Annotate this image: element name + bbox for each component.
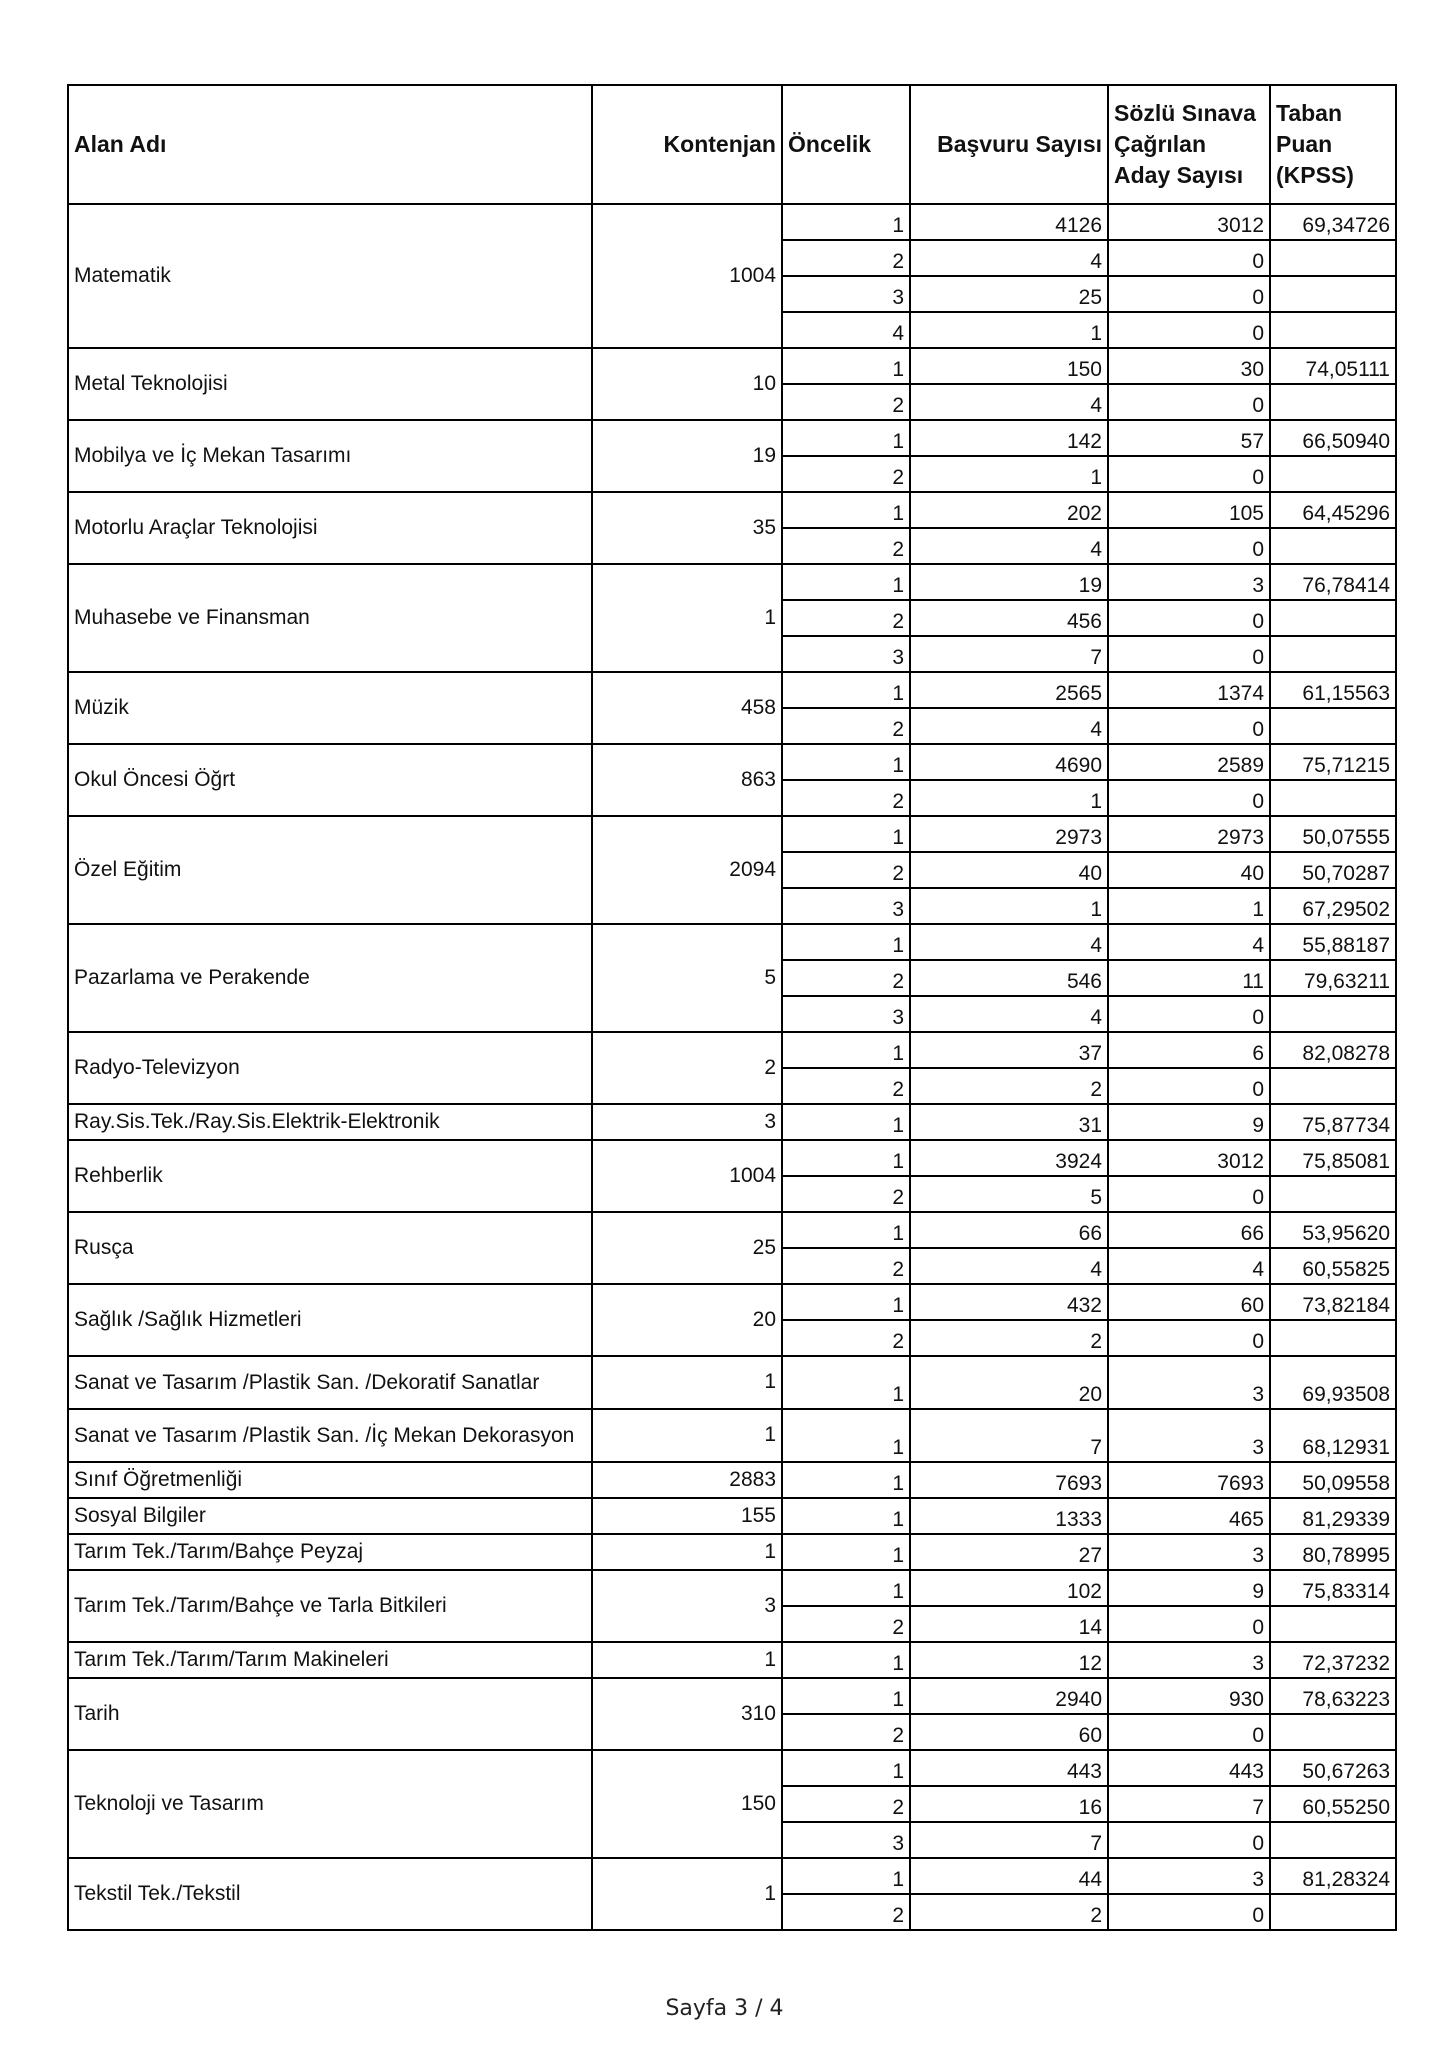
sozlu-cell: 3 <box>1108 564 1270 600</box>
oncelik-cell: 2 <box>782 1786 910 1822</box>
sozlu-cell: 3 <box>1108 1534 1270 1570</box>
oncelik-cell: 2 <box>782 852 910 888</box>
sozlu-cell: 2589 <box>1108 744 1270 780</box>
taban-puan-cell: 69,93508 <box>1270 1356 1396 1409</box>
taban-puan-cell <box>1270 996 1396 1032</box>
taban-puan-cell <box>1270 384 1396 420</box>
table-row <box>68 1462 1396 1498</box>
oncelik-cell: 2 <box>782 1606 910 1642</box>
basvuru-cell: 2565 <box>910 672 1108 708</box>
basvuru-cell: 142 <box>910 420 1108 456</box>
taban-puan-cell <box>1270 1176 1396 1212</box>
basvuru-cell: 2973 <box>910 816 1108 852</box>
sozlu-cell: 0 <box>1108 1320 1270 1356</box>
sozlu-cell: 0 <box>1108 708 1270 744</box>
header-sozlu-sinav-aday: Sözlü Sınava Çağrılan Aday Sayısı <box>1108 85 1270 204</box>
sozlu-cell: 1374 <box>1108 672 1270 708</box>
alan-adi-cell: Tarım Tek./Tarım/Bahçe Peyzaj <box>68 1534 592 1570</box>
oncelik-cell: 1 <box>782 1534 910 1570</box>
taban-puan-cell <box>1270 456 1396 492</box>
kontenjan-cell: 1 <box>592 1356 782 1409</box>
oncelik-cell: 1 <box>782 1356 910 1409</box>
alan-adi-cell: Rehberlik <box>68 1140 592 1212</box>
basvuru-cell: 20 <box>910 1356 1108 1409</box>
kontenjan-cell: 458 <box>592 672 782 744</box>
basvuru-cell: 7 <box>910 636 1108 672</box>
taban-puan-cell <box>1270 600 1396 636</box>
header-alan-adi: Alan Adı <box>68 85 592 204</box>
taban-puan-cell: 50,70287 <box>1270 852 1396 888</box>
basvuru-cell: 4 <box>910 240 1108 276</box>
sozlu-cell: 3 <box>1108 1409 1270 1462</box>
basvuru-cell: 37 <box>910 1032 1108 1068</box>
oncelik-cell: 1 <box>782 1140 910 1176</box>
oncelik-cell: 1 <box>782 744 910 780</box>
table-row <box>68 1409 1396 1462</box>
kontenjan-cell: 25 <box>592 1212 782 1284</box>
oncelik-cell: 1 <box>782 1104 910 1140</box>
alan-adi-cell: Müzik <box>68 672 592 744</box>
sozlu-cell: 0 <box>1108 996 1270 1032</box>
basvuru-cell: 2 <box>910 1068 1108 1104</box>
taban-puan-cell <box>1270 708 1396 744</box>
table-body <box>68 204 1396 1930</box>
alan-adi-cell: Sağlık /Sağlık Hizmetleri <box>68 1284 592 1356</box>
alan-adi-cell: Radyo-Televizyon <box>68 1032 592 1104</box>
oncelik-cell: 2 <box>782 1320 910 1356</box>
sozlu-cell: 0 <box>1108 600 1270 636</box>
kontenjan-cell: 2 <box>592 1032 782 1104</box>
oncelik-cell: 1 <box>782 420 910 456</box>
sozlu-cell: 2973 <box>1108 816 1270 852</box>
basvuru-cell: 19 <box>910 564 1108 600</box>
basvuru-cell: 4 <box>910 528 1108 564</box>
taban-puan-cell <box>1270 276 1396 312</box>
taban-puan-cell: 67,29502 <box>1270 888 1396 924</box>
basvuru-cell: 12 <box>910 1642 1108 1678</box>
basvuru-cell: 2940 <box>910 1678 1108 1714</box>
taban-puan-cell <box>1270 780 1396 816</box>
kontenjan-cell: 155 <box>592 1498 782 1534</box>
sozlu-cell: 3012 <box>1108 1140 1270 1176</box>
taban-puan-cell <box>1270 636 1396 672</box>
sozlu-cell: 0 <box>1108 312 1270 348</box>
basvuru-cell: 4 <box>910 924 1108 960</box>
taban-puan-cell: 80,78995 <box>1270 1534 1396 1570</box>
oncelik-cell: 2 <box>782 1068 910 1104</box>
oncelik-cell: 1 <box>782 1284 910 1320</box>
kontenjan-cell: 1 <box>592 1642 782 1678</box>
oncelik-cell: 2 <box>782 240 910 276</box>
taban-puan-cell: 75,83314 <box>1270 1570 1396 1606</box>
oncelik-cell: 1 <box>782 1409 910 1462</box>
taban-puan-cell: 75,71215 <box>1270 744 1396 780</box>
header-row <box>68 85 1396 204</box>
taban-puan-cell: 66,50940 <box>1270 420 1396 456</box>
kontenjan-cell: 310 <box>592 1678 782 1750</box>
oncelik-cell: 1 <box>782 1750 910 1786</box>
sozlu-cell: 30 <box>1108 348 1270 384</box>
table-row <box>68 672 1396 708</box>
sozlu-cell: 0 <box>1108 528 1270 564</box>
taban-puan-cell: 82,08278 <box>1270 1032 1396 1068</box>
taban-puan-cell: 81,28324 <box>1270 1858 1396 1894</box>
table-row <box>68 1356 1396 1409</box>
oncelik-cell: 2 <box>782 1176 910 1212</box>
taban-puan-cell: 60,55250 <box>1270 1786 1396 1822</box>
basvuru-cell: 7693 <box>910 1462 1108 1498</box>
sozlu-cell: 0 <box>1108 384 1270 420</box>
kontenjan-cell: 1004 <box>592 1140 782 1212</box>
taban-puan-cell: 61,15563 <box>1270 672 1396 708</box>
basvuru-cell: 4 <box>910 384 1108 420</box>
sozlu-cell: 3 <box>1108 1642 1270 1678</box>
oncelik-cell: 2 <box>782 528 910 564</box>
taban-puan-cell: 78,63223 <box>1270 1678 1396 1714</box>
table-row <box>68 348 1396 384</box>
alan-adi-cell: Teknoloji ve Tasarım <box>68 1750 592 1858</box>
sozlu-cell: 465 <box>1108 1498 1270 1534</box>
table-row <box>68 492 1396 528</box>
table-row <box>68 1140 1396 1176</box>
taban-puan-cell: 64,45296 <box>1270 492 1396 528</box>
kontenjan-cell: 1 <box>592 1858 782 1930</box>
sozlu-cell: 0 <box>1108 276 1270 312</box>
basvuru-cell: 5 <box>910 1176 1108 1212</box>
sozlu-cell: 0 <box>1108 636 1270 672</box>
basvuru-cell: 2 <box>910 1894 1108 1930</box>
alan-adi-cell: Rusça <box>68 1212 592 1284</box>
alan-adi-cell: Metal Teknolojisi <box>68 348 592 420</box>
alan-adi-cell: Ray.Sis.Tek./Ray.Sis.Elektrik-Elektronik <box>68 1104 592 1140</box>
basvuru-cell: 102 <box>910 1570 1108 1606</box>
kontenjan-cell: 3 <box>592 1570 782 1642</box>
kontenjan-cell: 35 <box>592 492 782 564</box>
taban-puan-cell: 81,29339 <box>1270 1498 1396 1534</box>
taban-puan-cell <box>1270 528 1396 564</box>
taban-puan-cell <box>1270 1714 1396 1750</box>
basvuru-cell: 60 <box>910 1714 1108 1750</box>
oncelik-cell: 1 <box>782 924 910 960</box>
taban-puan-cell: 76,78414 <box>1270 564 1396 600</box>
basvuru-cell: 25 <box>910 276 1108 312</box>
alan-adi-cell: Motorlu Araçlar Teknolojisi <box>68 492 592 564</box>
taban-puan-cell: 74,05111 <box>1270 348 1396 384</box>
alan-adi-cell: Okul Öncesi Öğrt <box>68 744 592 816</box>
kontenjan-cell: 150 <box>592 1750 782 1858</box>
basvuru-cell: 4690 <box>910 744 1108 780</box>
kontenjan-cell: 2094 <box>592 816 782 924</box>
oncelik-cell: 1 <box>782 1858 910 1894</box>
alan-adi-cell: Sanat ve Tasarım /Plastik San. /İç Mekan Dekorasyon <box>68 1409 592 1462</box>
taban-puan-cell <box>1270 1894 1396 1930</box>
oncelik-cell: 2 <box>782 780 910 816</box>
oncelik-cell: 2 <box>782 456 910 492</box>
alan-adi-cell: Tarım Tek./Tarım/Tarım Makineleri <box>68 1642 592 1678</box>
taban-puan-cell <box>1270 240 1396 276</box>
table-row <box>68 1534 1396 1570</box>
oncelik-cell: 2 <box>782 1714 910 1750</box>
kontenjan-cell: 20 <box>592 1284 782 1356</box>
table-row <box>68 924 1396 960</box>
sozlu-cell: 3 <box>1108 1356 1270 1409</box>
oncelik-cell: 3 <box>782 888 910 924</box>
oncelik-cell: 2 <box>782 1894 910 1930</box>
taban-puan-cell: 69,34726 <box>1270 204 1396 240</box>
sozlu-cell: 9 <box>1108 1104 1270 1140</box>
sozlu-cell: 930 <box>1108 1678 1270 1714</box>
table-row <box>68 1858 1396 1894</box>
basvuru-cell: 3924 <box>910 1140 1108 1176</box>
table-row <box>68 1212 1396 1248</box>
oncelik-cell: 1 <box>782 1462 910 1498</box>
basvuru-cell: 2 <box>910 1320 1108 1356</box>
basvuru-cell: 150 <box>910 348 1108 384</box>
sozlu-cell: 0 <box>1108 1176 1270 1212</box>
alan-adi-cell: Sınıf Öğretmenliği <box>68 1462 592 1498</box>
kontenjan-cell: 5 <box>592 924 782 1032</box>
basvuru-cell: 1 <box>910 456 1108 492</box>
sozlu-cell: 4 <box>1108 1248 1270 1284</box>
sozlu-cell: 7693 <box>1108 1462 1270 1498</box>
oncelik-cell: 1 <box>782 204 910 240</box>
table-row <box>68 1284 1396 1320</box>
header-kontenjan: Kontenjan <box>592 85 782 204</box>
taban-puan-cell: 75,85081 <box>1270 1140 1396 1176</box>
basvuru-cell: 31 <box>910 1104 1108 1140</box>
taban-puan-cell: 55,88187 <box>1270 924 1396 960</box>
taban-puan-cell: 68,12931 <box>1270 1409 1396 1462</box>
alan-adi-cell: Muhasebe ve Finansman <box>68 564 592 672</box>
basvuru-cell: 202 <box>910 492 1108 528</box>
basvuru-cell: 546 <box>910 960 1108 996</box>
sozlu-cell: 105 <box>1108 492 1270 528</box>
table-row <box>68 1104 1396 1140</box>
oncelik-cell: 1 <box>782 1032 910 1068</box>
sozlu-cell: 7 <box>1108 1786 1270 1822</box>
table-row <box>68 420 1396 456</box>
table-row <box>68 1642 1396 1678</box>
taban-puan-cell: 50,67263 <box>1270 1750 1396 1786</box>
taban-puan-cell <box>1270 1320 1396 1356</box>
sozlu-cell: 4 <box>1108 924 1270 960</box>
table-row <box>68 816 1396 852</box>
basvuru-cell: 66 <box>910 1212 1108 1248</box>
oncelik-cell: 1 <box>782 1642 910 1678</box>
oncelik-cell: 1 <box>782 348 910 384</box>
header-basvuru-sayisi: Başvuru Sayısı <box>910 85 1108 204</box>
sozlu-cell: 6 <box>1108 1032 1270 1068</box>
sozlu-cell: 40 <box>1108 852 1270 888</box>
taban-puan-cell <box>1270 312 1396 348</box>
sozlu-cell: 60 <box>1108 1284 1270 1320</box>
kontenjan-cell: 1 <box>592 1409 782 1462</box>
oncelik-cell: 3 <box>782 996 910 1032</box>
alan-adi-cell: Tarım Tek./Tarım/Bahçe ve Tarla Bitkileri <box>68 1570 592 1642</box>
basvuru-cell: 14 <box>910 1606 1108 1642</box>
basvuru-cell: 40 <box>910 852 1108 888</box>
oncelik-cell: 1 <box>782 1570 910 1606</box>
kontenjan-cell: 1004 <box>592 204 782 348</box>
taban-puan-cell: 75,87734 <box>1270 1104 1396 1140</box>
sozlu-cell: 9 <box>1108 1570 1270 1606</box>
oncelik-cell: 3 <box>782 276 910 312</box>
oncelik-cell: 1 <box>782 1678 910 1714</box>
sozlu-cell: 0 <box>1108 780 1270 816</box>
taban-puan-cell: 73,82184 <box>1270 1284 1396 1320</box>
basvuru-cell: 443 <box>910 1750 1108 1786</box>
header-oncelik: Öncelik <box>782 85 910 204</box>
basvuru-cell: 4 <box>910 996 1108 1032</box>
basvuru-cell: 7 <box>910 1409 1108 1462</box>
alan-adi-cell: Tarih <box>68 1678 592 1750</box>
sozlu-cell: 3012 <box>1108 204 1270 240</box>
basvuru-cell: 27 <box>910 1534 1108 1570</box>
alan-adi-cell: Tekstil Tek./Tekstil <box>68 1858 592 1930</box>
table-row <box>68 564 1396 600</box>
sozlu-cell: 0 <box>1108 240 1270 276</box>
kontenjan-cell: 1 <box>592 564 782 672</box>
oncelik-cell: 2 <box>782 1248 910 1284</box>
basvuru-cell: 4 <box>910 708 1108 744</box>
alan-adi-cell: Matematik <box>68 204 592 348</box>
sozlu-cell: 0 <box>1108 1894 1270 1930</box>
taban-puan-cell: 50,07555 <box>1270 816 1396 852</box>
taban-puan-cell: 53,95620 <box>1270 1212 1396 1248</box>
sozlu-cell: 11 <box>1108 960 1270 996</box>
oncelik-cell: 3 <box>782 1822 910 1858</box>
taban-puan-cell <box>1270 1822 1396 1858</box>
table-row <box>68 1032 1396 1068</box>
kontenjan-cell: 2883 <box>592 1462 782 1498</box>
kontenjan-cell: 1 <box>592 1534 782 1570</box>
oncelik-cell: 1 <box>782 1212 910 1248</box>
oncelik-cell: 4 <box>782 312 910 348</box>
table-row <box>68 744 1396 780</box>
oncelik-cell: 2 <box>782 384 910 420</box>
table-row <box>68 1498 1396 1534</box>
sozlu-cell: 0 <box>1108 1714 1270 1750</box>
taban-puan-cell: 79,63211 <box>1270 960 1396 996</box>
taban-puan-cell: 60,55825 <box>1270 1248 1396 1284</box>
sozlu-cell: 0 <box>1108 1822 1270 1858</box>
taban-puan-cell <box>1270 1606 1396 1642</box>
sozlu-cell: 0 <box>1108 456 1270 492</box>
oncelik-cell: 1 <box>782 492 910 528</box>
oncelik-cell: 2 <box>782 960 910 996</box>
alan-adi-cell: Sosyal Bilgiler <box>68 1498 592 1534</box>
basvuru-cell: 1 <box>910 312 1108 348</box>
sozlu-cell: 3 <box>1108 1858 1270 1894</box>
oncelik-cell: 1 <box>782 1498 910 1534</box>
basvuru-cell: 4126 <box>910 204 1108 240</box>
sozlu-cell: 443 <box>1108 1750 1270 1786</box>
kontenjan-cell: 19 <box>592 420 782 492</box>
basvuru-cell: 456 <box>910 600 1108 636</box>
alan-adi-cell: Sanat ve Tasarım /Plastik San. /Dekoratif Sanatlar <box>68 1356 592 1409</box>
oncelik-cell: 2 <box>782 708 910 744</box>
kontenjan-cell: 10 <box>592 348 782 420</box>
basvuru-cell: 1 <box>910 888 1108 924</box>
sozlu-cell: 0 <box>1108 1606 1270 1642</box>
page-number: Sayfa 3 / 4 <box>665 1996 784 2021</box>
sozlu-cell: 66 <box>1108 1212 1270 1248</box>
kontenjan-cell: 3 <box>592 1104 782 1140</box>
sozlu-cell: 1 <box>1108 888 1270 924</box>
basvuru-cell: 432 <box>910 1284 1108 1320</box>
kontenjan-cell: 863 <box>592 744 782 816</box>
sozlu-cell: 0 <box>1108 1068 1270 1104</box>
basvuru-cell: 7 <box>910 1822 1108 1858</box>
taban-puan-cell: 72,37232 <box>1270 1642 1396 1678</box>
table-row <box>68 1570 1396 1606</box>
taban-puan-cell <box>1270 1068 1396 1104</box>
taban-puan-cell: 50,09558 <box>1270 1462 1396 1498</box>
table-row <box>68 1678 1396 1714</box>
alan-adi-cell: Özel Eğitim <box>68 816 592 924</box>
alan-adi-cell: Pazarlama ve Perakende <box>68 924 592 1032</box>
oncelik-cell: 2 <box>782 600 910 636</box>
oncelik-cell: 3 <box>782 636 910 672</box>
basvuru-cell: 16 <box>910 1786 1108 1822</box>
basvuru-cell: 1333 <box>910 1498 1108 1534</box>
table-row <box>68 1750 1396 1786</box>
oncelik-cell: 1 <box>782 564 910 600</box>
table-row <box>68 204 1396 240</box>
alan-adi-cell: Mobilya ve İç Mekan Tasarımı <box>68 420 592 492</box>
oncelik-cell: 1 <box>782 816 910 852</box>
header-taban-puan: Taban Puan (KPSS) <box>1270 85 1396 204</box>
sozlu-cell: 57 <box>1108 420 1270 456</box>
results-table <box>67 84 1397 1931</box>
basvuru-cell: 1 <box>910 780 1108 816</box>
oncelik-cell: 1 <box>782 672 910 708</box>
basvuru-cell: 44 <box>910 1858 1108 1894</box>
basvuru-cell: 4 <box>910 1248 1108 1284</box>
